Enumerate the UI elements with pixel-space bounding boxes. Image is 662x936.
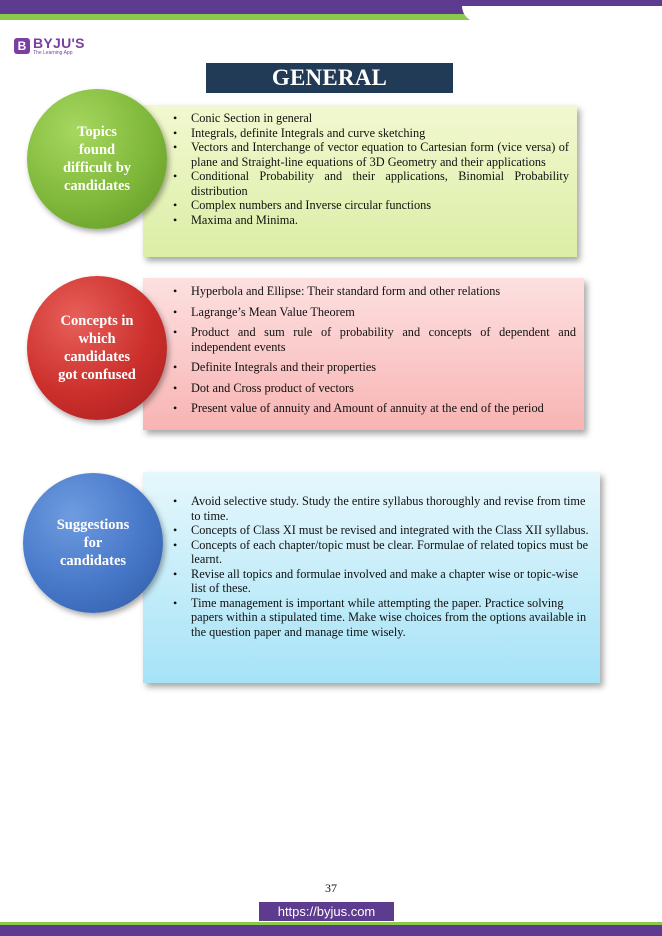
suggestions-list bbox=[143, 472, 600, 639]
bottom-purple-stripe bbox=[0, 925, 662, 936]
top-decorative-band bbox=[0, 0, 662, 26]
logo-brand: BYJU'S bbox=[33, 35, 85, 51]
page-number: 37 bbox=[325, 881, 337, 895]
list-item: • Vectors and Interchange of vector equation to Cartesian form (vice versa) of plane and Straight-line equations of 3D Geometry and their applications bbox=[169, 140, 569, 169]
list-item: • Integrals, definite Integrals and curve sketching bbox=[169, 126, 569, 141]
list-item: • Definite Integrals and their properties bbox=[169, 360, 576, 375]
difficult-topics-list bbox=[143, 105, 577, 227]
suggestions-heading: Suggestions for candidates bbox=[56, 517, 130, 569]
logo-tagline: The Learning App bbox=[33, 50, 73, 56]
confused-concepts-circle bbox=[27, 276, 167, 420]
byjus-logo bbox=[14, 35, 85, 57]
confused-concepts-box bbox=[143, 278, 584, 430]
page-title: GENERAL bbox=[206, 63, 453, 93]
difficult-topics-circle bbox=[27, 89, 167, 229]
list-item: • Dot and Cross product of vectors bbox=[169, 381, 576, 396]
list-item: • Conditional Probability and their applications, Binomial Probability distribution bbox=[169, 169, 569, 198]
bottom-decorative-band bbox=[0, 922, 662, 936]
list-item: • Concepts of each chapter/topic must be clear. Formulae of related topics must be learnt. bbox=[169, 538, 590, 567]
list-item: • Lagrange’s Mean Value Theorem bbox=[169, 305, 576, 320]
byjus-logo-icon: B bbox=[14, 38, 30, 54]
difficult-topics-heading: Topics found difficult by candidates bbox=[62, 124, 132, 194]
logo-wordmark bbox=[33, 36, 85, 56]
list-item: • Concepts of Class XI must be revised and integrated with the Class XII syllabus. bbox=[169, 523, 590, 538]
footer-url-link[interactable]: https://byjus.com bbox=[259, 902, 394, 921]
list-item: • Hyperbola and Ellipse: Their standard form and other relations bbox=[169, 284, 576, 299]
list-item: • Conic Section in general bbox=[169, 111, 569, 126]
list-item: • Avoid selective study. Study the entire syllabus thoroughly and revise from time to time. bbox=[169, 494, 590, 523]
list-item: • Time management is important while attempting the paper. Practice solving papers within a stipulated time. Make wise choices from the options available in the question paper and manage time wisely. bbox=[169, 596, 590, 640]
suggestions-circle bbox=[23, 473, 163, 613]
difficult-topics-box bbox=[143, 105, 577, 257]
list-item: • Present value of annuity and Amount of annuity at the end of the period bbox=[169, 401, 576, 416]
list-item: • Complex numbers and Inverse circular functions bbox=[169, 198, 569, 213]
list-item: • Product and sum rule of probability and concepts of dependent and independent events bbox=[169, 325, 576, 354]
list-item: • Maxima and Minima. bbox=[169, 213, 569, 228]
suggestions-box bbox=[143, 472, 600, 683]
confused-concepts-heading: Concepts in which candidates got confused bbox=[58, 313, 136, 383]
list-item: • Revise all topics and formulae involved and make a chapter wise or topic-wise list of these. bbox=[169, 567, 590, 596]
confused-concepts-list bbox=[143, 278, 584, 416]
top-swoosh bbox=[462, 6, 662, 22]
